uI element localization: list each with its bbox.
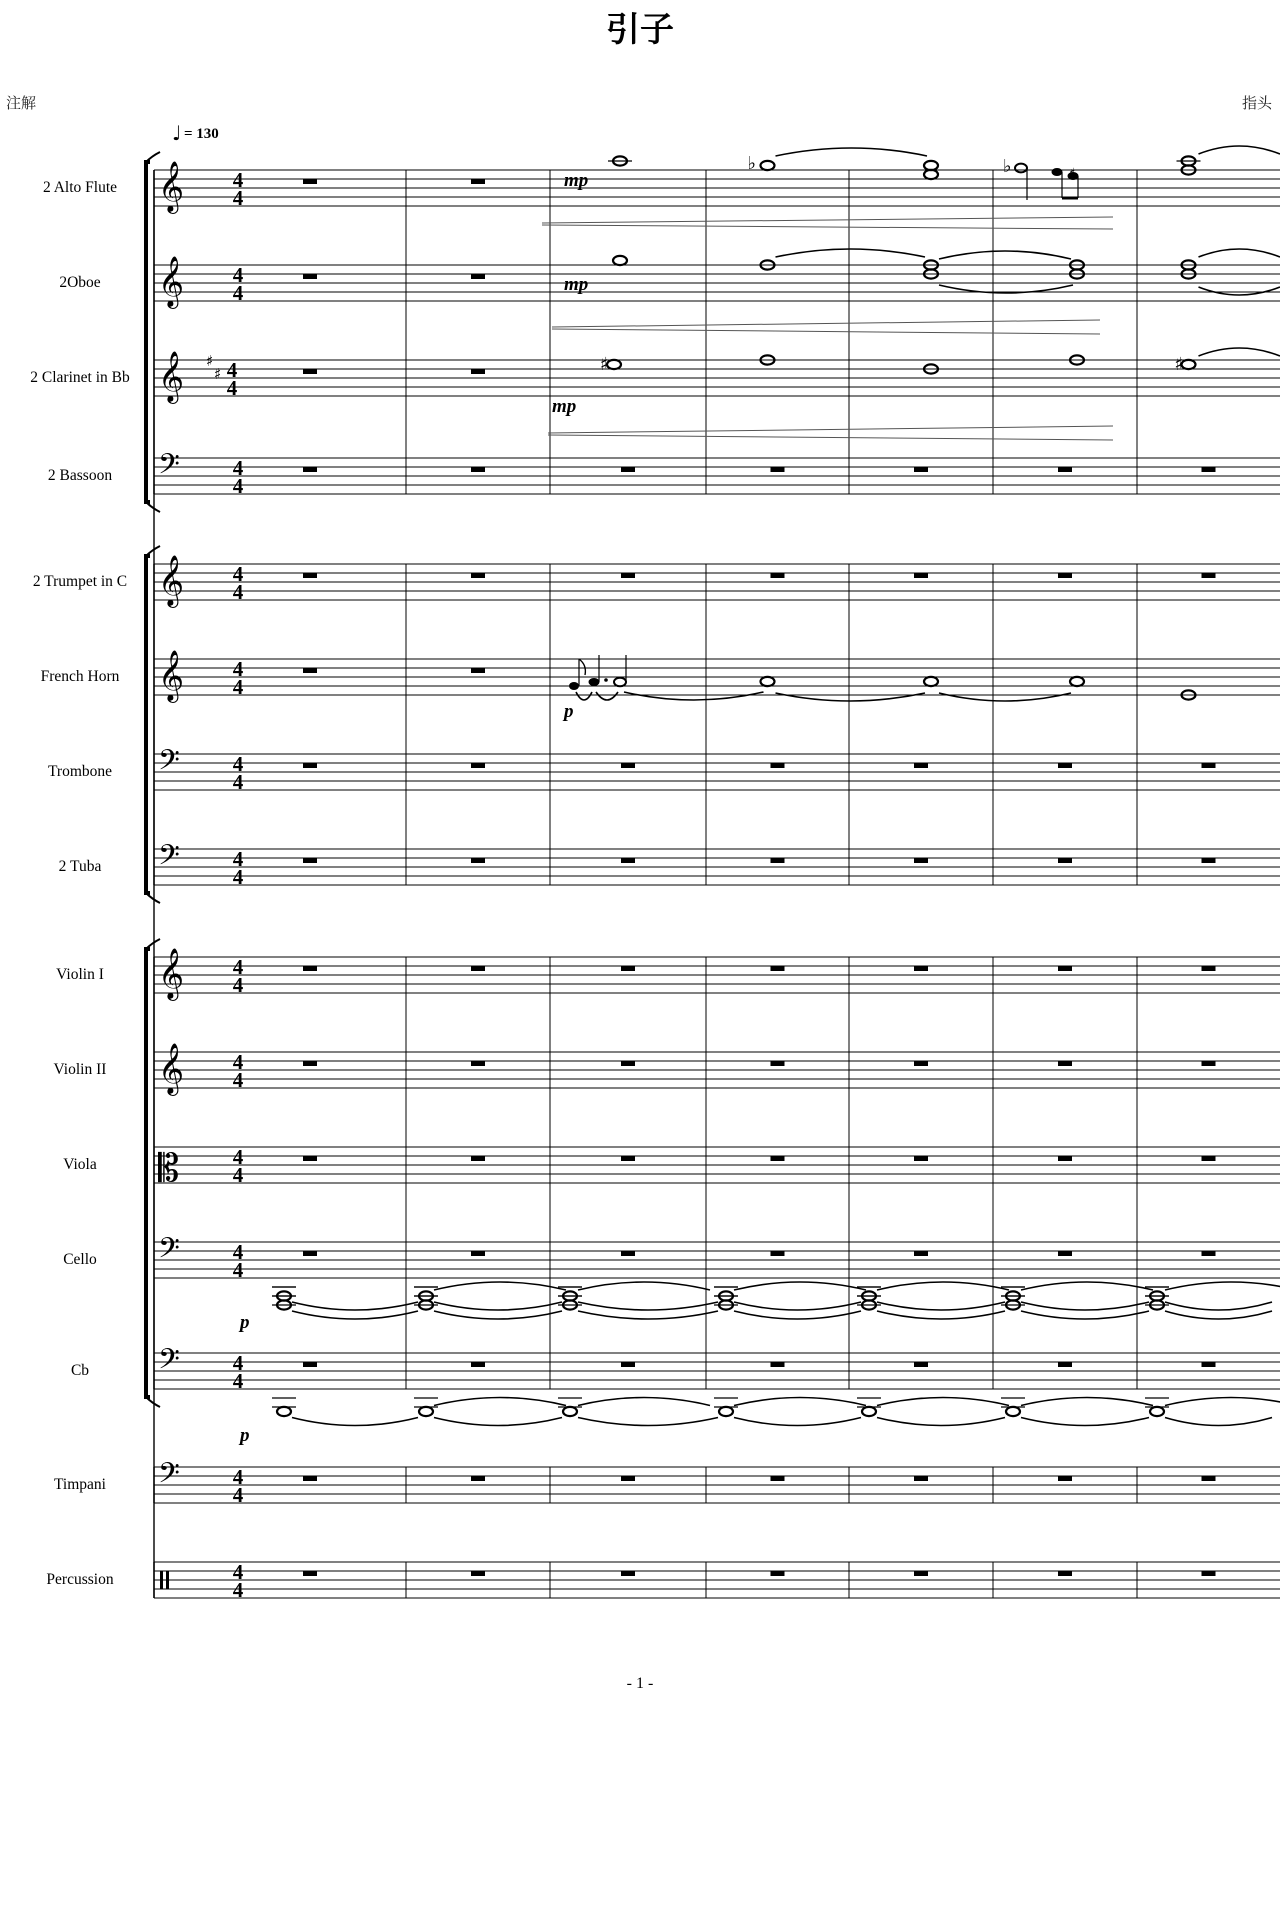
whole-rest bbox=[1058, 1362, 1072, 1367]
hairpin-line bbox=[548, 435, 1113, 440]
tie bbox=[776, 249, 926, 257]
whole-rest bbox=[303, 369, 317, 374]
tie bbox=[877, 1311, 1005, 1319]
instrument-name: Violin II bbox=[53, 1061, 107, 1078]
dynamic-p-cb: p bbox=[240, 1425, 250, 1446]
time-signature-numerator: 4 bbox=[232, 752, 244, 776]
tie bbox=[578, 1398, 710, 1406]
whole-rest bbox=[303, 858, 317, 863]
whole-rest bbox=[621, 1476, 635, 1481]
flat-accidental: ♭ bbox=[747, 153, 756, 174]
whole-rest bbox=[1058, 858, 1072, 863]
group-bracket bbox=[146, 162, 150, 502]
whole-rest bbox=[471, 467, 485, 472]
half-note bbox=[1015, 164, 1027, 173]
bass-clef: 𝄢 bbox=[158, 1457, 180, 1497]
whole-note bbox=[607, 360, 621, 369]
time-signature-denominator: 4 bbox=[232, 1068, 244, 1092]
whole-rest bbox=[1202, 966, 1216, 971]
note-flag bbox=[579, 659, 585, 675]
whole-rest bbox=[914, 573, 928, 578]
tie bbox=[292, 1302, 418, 1310]
whole-rest bbox=[1202, 467, 1216, 472]
time-signature-numerator: 4 bbox=[232, 955, 244, 979]
whole-rest bbox=[471, 1251, 485, 1256]
time-signature-numerator: 4 bbox=[232, 847, 244, 871]
whole-rest bbox=[621, 1156, 635, 1161]
whole-rest bbox=[303, 1362, 317, 1367]
whole-note bbox=[761, 161, 775, 170]
instrument-name: 2 Trumpet in C bbox=[32, 573, 128, 590]
whole-note bbox=[719, 1407, 733, 1416]
tie bbox=[434, 1398, 566, 1406]
tie bbox=[578, 1282, 710, 1290]
alto-clef: 𝄡 bbox=[158, 1146, 180, 1190]
sharp-accidental: ♯ bbox=[1174, 354, 1184, 375]
header-right-label: 指头 bbox=[1241, 94, 1272, 112]
whole-note bbox=[761, 677, 775, 686]
tie bbox=[292, 1311, 418, 1319]
tie bbox=[1199, 287, 1280, 295]
tie bbox=[1021, 1418, 1149, 1426]
whole-rest bbox=[914, 763, 928, 768]
half-note bbox=[614, 678, 626, 687]
whole-rest bbox=[303, 966, 317, 971]
time-signature-numerator: 4 bbox=[232, 1050, 244, 1074]
whole-rest bbox=[621, 1362, 635, 1367]
page-number: - 1 - bbox=[626, 1675, 654, 1692]
whole-rest bbox=[1058, 1061, 1072, 1066]
treble-clef: 𝄞 bbox=[158, 161, 185, 212]
whole-rest bbox=[303, 179, 317, 184]
bass-clef: 𝄢 bbox=[158, 839, 180, 879]
tie bbox=[1199, 348, 1280, 356]
time-signature-denominator: 4 bbox=[232, 865, 244, 889]
tempo-note-icon: ♩ bbox=[172, 121, 182, 145]
tie bbox=[1165, 1311, 1272, 1319]
time-signature-denominator: 4 bbox=[232, 281, 244, 305]
dynamic-mp-clarinet: mp bbox=[552, 396, 577, 417]
bass-clef: 𝄢 bbox=[158, 448, 180, 488]
whole-rest bbox=[621, 1571, 635, 1576]
tie bbox=[877, 1418, 1005, 1426]
whole-rest bbox=[771, 1571, 785, 1576]
whole-note bbox=[1070, 677, 1084, 686]
time-signature-numerator: 4 bbox=[232, 263, 244, 287]
tie bbox=[877, 1302, 1005, 1310]
time-signature-denominator: 4 bbox=[232, 186, 244, 210]
tie bbox=[1165, 1418, 1272, 1426]
dynamic-p-horn: p bbox=[564, 701, 574, 722]
dynamic-p-cello: p bbox=[240, 1312, 250, 1333]
treble-clef: 𝄞 bbox=[158, 1043, 185, 1094]
hairpin-line bbox=[552, 320, 1100, 327]
tie bbox=[877, 1398, 1009, 1406]
whole-note bbox=[419, 1407, 433, 1416]
tie bbox=[292, 1418, 418, 1426]
whole-rest bbox=[471, 858, 485, 863]
whole-rest bbox=[914, 467, 928, 472]
whole-rest bbox=[1058, 763, 1072, 768]
staff-10 bbox=[154, 1052, 1280, 1088]
page-title: 引子 bbox=[606, 10, 674, 50]
sharp-key-signature: ♯ bbox=[214, 365, 222, 383]
bass-clef: 𝄢 bbox=[158, 1343, 180, 1383]
time-signature-denominator: 4 bbox=[232, 973, 244, 997]
whole-rest bbox=[471, 763, 485, 768]
tie bbox=[434, 1282, 566, 1290]
hairpin-line bbox=[548, 426, 1113, 433]
whole-rest bbox=[471, 274, 485, 279]
whole-rest bbox=[1058, 1156, 1072, 1161]
tie bbox=[734, 1311, 861, 1319]
staff-15 bbox=[154, 1562, 1280, 1598]
tie bbox=[596, 692, 618, 700]
whole-rest bbox=[1202, 1156, 1216, 1161]
dotted-quarter-note bbox=[589, 678, 600, 686]
whole-rest bbox=[471, 1571, 485, 1576]
instrument-name: Violin I bbox=[56, 966, 104, 983]
staff-14 bbox=[154, 1467, 1280, 1503]
bracket-hook bbox=[146, 1397, 160, 1407]
whole-rest bbox=[771, 1362, 785, 1367]
whole-rest bbox=[914, 966, 928, 971]
tie bbox=[734, 1418, 861, 1426]
treble-clef: 𝄞 bbox=[158, 555, 185, 606]
whole-rest bbox=[621, 763, 635, 768]
tie bbox=[1199, 249, 1280, 257]
hairpin-line bbox=[542, 225, 1113, 229]
eighth-note bbox=[1052, 168, 1063, 176]
treble-clef: 𝄞 bbox=[158, 650, 185, 701]
whole-rest bbox=[1202, 1362, 1216, 1367]
whole-rest bbox=[1202, 1476, 1216, 1481]
whole-rest bbox=[1058, 966, 1072, 971]
whole-rest bbox=[303, 1156, 317, 1161]
whole-note bbox=[613, 256, 627, 265]
tempo-marking: = 130 bbox=[184, 126, 219, 142]
whole-rest bbox=[771, 573, 785, 578]
whole-rest bbox=[914, 1362, 928, 1367]
percussion-clef bbox=[166, 1571, 169, 1589]
whole-rest bbox=[621, 1061, 635, 1066]
whole-rest bbox=[303, 1251, 317, 1256]
group-bracket bbox=[146, 556, 150, 893]
whole-rest bbox=[303, 274, 317, 279]
time-signature-denominator: 4 bbox=[232, 580, 244, 604]
whole-rest bbox=[303, 1476, 317, 1481]
staff-13 bbox=[154, 1353, 1280, 1389]
whole-rest bbox=[1058, 1251, 1072, 1256]
tie bbox=[624, 692, 764, 700]
staff-2 bbox=[154, 265, 1280, 301]
time-signature-denominator: 4 bbox=[232, 770, 244, 794]
time-signature-numerator: 4 bbox=[232, 1560, 244, 1584]
tie bbox=[1021, 1302, 1149, 1310]
whole-rest bbox=[771, 467, 785, 472]
staff-9 bbox=[154, 957, 1280, 993]
whole-rest bbox=[1202, 1571, 1216, 1576]
whole-rest bbox=[303, 467, 317, 472]
instrument-name: 2 Bassoon bbox=[47, 467, 113, 484]
whole-rest bbox=[914, 1251, 928, 1256]
whole-note bbox=[924, 161, 938, 170]
whole-rest bbox=[771, 1061, 785, 1066]
whole-rest bbox=[1058, 467, 1072, 472]
time-signature-denominator: 4 bbox=[232, 1258, 244, 1282]
instrument-name: 2 Tuba bbox=[58, 858, 102, 875]
whole-rest bbox=[771, 858, 785, 863]
staff-6 bbox=[154, 659, 1280, 695]
whole-rest bbox=[771, 966, 785, 971]
time-signature-numerator: 4 bbox=[232, 168, 244, 192]
tie bbox=[734, 1398, 866, 1406]
tie bbox=[1165, 1398, 1280, 1406]
tie bbox=[1021, 1282, 1153, 1290]
dynamic-mp-flute: mp bbox=[564, 170, 589, 191]
whole-rest bbox=[471, 369, 485, 374]
time-signature-denominator: 4 bbox=[232, 1369, 244, 1393]
instrument-name: Cb bbox=[70, 1362, 90, 1379]
whole-rest bbox=[471, 1156, 485, 1161]
whole-rest bbox=[303, 668, 317, 673]
treble-clef: 𝄞 bbox=[158, 256, 185, 307]
whole-rest bbox=[471, 966, 485, 971]
whole-rest bbox=[303, 573, 317, 578]
instrument-name: Trombone bbox=[47, 763, 113, 780]
whole-rest bbox=[471, 179, 485, 184]
tie bbox=[578, 1311, 718, 1319]
tie bbox=[434, 1311, 562, 1319]
staff-1 bbox=[154, 170, 1280, 206]
instrument-name: Timpani bbox=[54, 1476, 106, 1493]
bass-clef: 𝄢 bbox=[158, 744, 180, 784]
instrument-name: Percussion bbox=[46, 1571, 114, 1588]
time-signature-numerator: 4 bbox=[232, 657, 244, 681]
tie bbox=[1021, 1311, 1149, 1319]
tie bbox=[877, 1282, 1009, 1290]
time-signature-numerator: 4 bbox=[232, 1145, 244, 1169]
flat-accidental: ♭ bbox=[1003, 156, 1012, 177]
whole-note bbox=[862, 1407, 876, 1416]
bass-clef: 𝄢 bbox=[158, 1232, 180, 1272]
tie bbox=[578, 1302, 718, 1310]
time-signature-numerator: 4 bbox=[232, 456, 244, 480]
treble-clef: 𝄞 bbox=[158, 948, 185, 999]
tie bbox=[1021, 1398, 1153, 1406]
tie bbox=[1165, 1302, 1272, 1310]
dynamic-mp-oboe: mp bbox=[564, 274, 589, 295]
whole-rest bbox=[771, 1476, 785, 1481]
whole-rest bbox=[471, 1362, 485, 1367]
augmentation-dot bbox=[604, 678, 608, 682]
instrument-name: 2 Clarinet in Bb bbox=[30, 369, 130, 386]
whole-rest bbox=[1058, 1476, 1072, 1481]
whole-rest bbox=[914, 1571, 928, 1576]
tie bbox=[776, 148, 928, 156]
whole-rest bbox=[621, 573, 635, 578]
staff-4 bbox=[154, 458, 1280, 494]
whole-rest bbox=[1202, 763, 1216, 768]
sharp-accidental: ♯ bbox=[1069, 166, 1076, 182]
staff-3 bbox=[154, 360, 1280, 396]
header-left-label: 注解 bbox=[6, 94, 37, 112]
treble-clef: 𝄞 bbox=[158, 351, 185, 402]
whole-note bbox=[277, 1407, 291, 1416]
tie bbox=[939, 251, 1071, 259]
whole-rest bbox=[914, 1476, 928, 1481]
tie bbox=[1165, 1282, 1280, 1290]
whole-rest bbox=[1058, 1571, 1072, 1576]
whole-rest bbox=[1202, 573, 1216, 578]
whole-rest bbox=[303, 1061, 317, 1066]
eighth-note bbox=[569, 682, 579, 690]
staff-8 bbox=[154, 849, 1280, 885]
whole-rest bbox=[621, 1251, 635, 1256]
whole-rest bbox=[771, 1156, 785, 1161]
tie bbox=[434, 1418, 562, 1426]
whole-note bbox=[1006, 1407, 1020, 1416]
whole-rest bbox=[1202, 1251, 1216, 1256]
whole-rest bbox=[771, 763, 785, 768]
whole-rest bbox=[471, 1061, 485, 1066]
whole-rest bbox=[303, 1571, 317, 1576]
whole-rest bbox=[1058, 573, 1072, 578]
whole-rest bbox=[471, 573, 485, 578]
whole-rest bbox=[471, 1476, 485, 1481]
whole-rest bbox=[621, 966, 635, 971]
whole-rest bbox=[914, 1156, 928, 1161]
time-signature-numerator: 4 bbox=[232, 1240, 244, 1264]
tie bbox=[434, 1302, 562, 1310]
staff-11 bbox=[154, 1147, 1280, 1183]
time-signature-numerator: 4 bbox=[232, 1465, 244, 1489]
sharp-key-signature: ♯ bbox=[206, 352, 214, 370]
instrument-name: 2Oboe bbox=[59, 274, 101, 291]
whole-rest bbox=[621, 467, 635, 472]
group-bracket bbox=[146, 949, 150, 1397]
whole-note bbox=[924, 170, 938, 179]
time-signature-numerator: 4 bbox=[232, 1351, 244, 1375]
time-signature-numerator: 4 bbox=[232, 562, 244, 586]
instrument-name: Cello bbox=[63, 1251, 97, 1268]
tie bbox=[734, 1302, 861, 1310]
tie bbox=[578, 1418, 718, 1426]
tie bbox=[776, 693, 926, 701]
whole-rest bbox=[1202, 1061, 1216, 1066]
percussion-clef bbox=[160, 1571, 163, 1589]
staff-5 bbox=[154, 564, 1280, 600]
sharp-accidental: ♯ bbox=[600, 354, 609, 375]
instrument-name: French Horn bbox=[40, 668, 120, 685]
tie bbox=[1199, 146, 1280, 154]
whole-rest bbox=[914, 1061, 928, 1066]
time-signature-denominator: 4 bbox=[226, 376, 238, 400]
instrument-name: Viola bbox=[63, 1156, 97, 1173]
tie bbox=[734, 1282, 866, 1290]
whole-rest bbox=[771, 1251, 785, 1256]
hairpin-line bbox=[542, 217, 1113, 223]
staff-12 bbox=[154, 1242, 1280, 1278]
time-signature-denominator: 4 bbox=[232, 675, 244, 699]
time-signature-denominator: 4 bbox=[232, 1578, 244, 1602]
time-signature-denominator: 4 bbox=[232, 1483, 244, 1507]
time-signature-denominator: 4 bbox=[232, 474, 244, 498]
time-signature-denominator: 4 bbox=[232, 1163, 244, 1187]
bracket-hook bbox=[146, 893, 160, 903]
whole-rest bbox=[621, 858, 635, 863]
whole-rest bbox=[914, 858, 928, 863]
whole-note bbox=[563, 1407, 577, 1416]
staff-7 bbox=[154, 754, 1280, 790]
instrument-name: 2 Alto Flute bbox=[42, 179, 118, 196]
whole-rest bbox=[471, 668, 485, 673]
time-signature-numerator: 4 bbox=[226, 358, 238, 382]
whole-note bbox=[1182, 360, 1196, 369]
bracket-hook bbox=[146, 502, 160, 512]
whole-rest bbox=[1202, 858, 1216, 863]
tie bbox=[576, 692, 592, 700]
whole-note bbox=[924, 677, 938, 686]
hairpin-line bbox=[552, 329, 1100, 334]
tie bbox=[939, 693, 1071, 701]
whole-rest bbox=[303, 763, 317, 768]
whole-note bbox=[1150, 1407, 1164, 1416]
